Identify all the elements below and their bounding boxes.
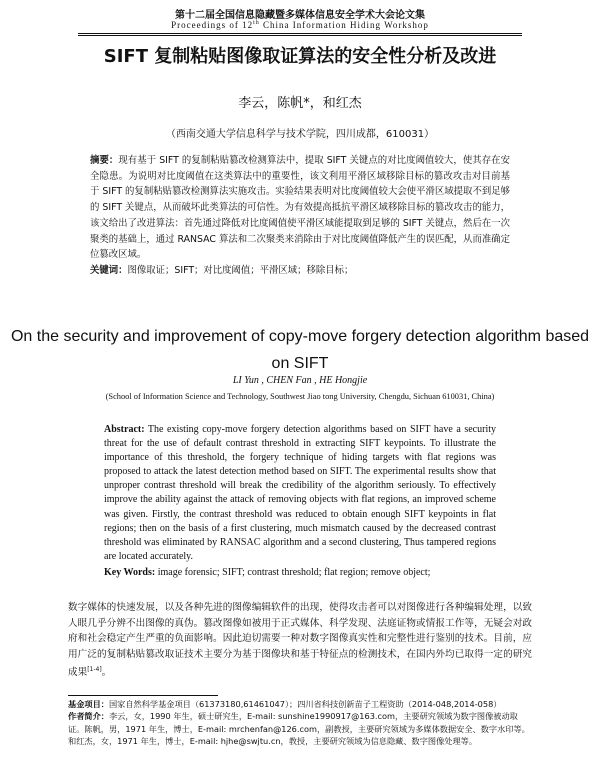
author-bio-label: 作者简介： bbox=[68, 711, 109, 722]
abstract-label-en: Abstract: bbox=[104, 424, 145, 435]
author-footnote bbox=[68, 710, 532, 747]
keywords-text-cn: 图像取证；SIFT；对比度阈值；平滑区域；移除目标； bbox=[127, 265, 354, 276]
footnote-rule bbox=[68, 695, 218, 696]
intro-paragraph bbox=[68, 600, 532, 681]
intro-end: 。 bbox=[101, 667, 112, 679]
abstract-label-cn: 摘要： bbox=[90, 155, 119, 166]
paper-title-en: On the security and improvement of copy-move forgery detection algorithm based on SIFT bbox=[10, 328, 590, 372]
proceedings-en-sup: th bbox=[253, 20, 260, 26]
affiliation-en: (School of Information Science and Technology, Southwest Jiao tong University, Chengdu, Sichuan 610031, China) bbox=[105, 392, 495, 401]
author-bio-text: 李云，女，1990 年生，硕士研究生，E-mail: sunshine1990917@163.com，主要研究领域为数字图像被动取证。陈帆，男，1971 年生，博士，E-mail: mrchenfan@126.com，副教授，主要研究领域为多媒体数据安全、数字水印等。和红杰，女，1971 年生，博士，E-mail: hjhe@swjtu.cn，教授，主要研究领域为信息隐藏、数字图像处理等。 bbox=[68, 711, 530, 747]
fund-footnote bbox=[68, 698, 532, 710]
fund-label: 基金项目： bbox=[68, 699, 109, 709]
proceedings-en-suffix: China Information Hiding Workshop bbox=[259, 20, 429, 30]
footnotes bbox=[68, 698, 532, 768]
proceedings-title-en bbox=[0, 20, 600, 30]
paper-title-cn: SIFT 复制粘贴图像取证算法的安全性分析及改进 bbox=[103, 46, 497, 67]
keywords-label-en: Key Words: bbox=[104, 567, 156, 578]
fund-text: 国家自然科学基金项目（61373180,61461047）；四川省科技创新苗子工程资助（2014-048,2014-058） bbox=[108, 699, 502, 709]
abstract-text-en: The existing copy-move forgery detection algorithms based on SIFT have a security threat for the use of default contrast threshold in extracting SIFT keypoints. To illustrate the importance of this threshold, the forgery technique of hiding targets with flat regions was proposed to attack the latest detection method based on SIFT. The experimental results show that unproper contrast threshold will break the credibility of the algorithm seriously. To effectively improve the ability against the attack of removing objects with flat regions, an improved scheme was given. Firstly, the contrast threshold was reduced to obtain enough SIFT keypoints in flat regions; then on the basis of a first clustering, much mismatch caused by the decreased contrast threshold was eliminated by RANSAC algorithm and a second clustering, Thus tampered regions are located accurately. bbox=[104, 424, 496, 562]
authors-en: LI Yun , CHEN Fan , HE Hongjie bbox=[232, 375, 368, 386]
abstract-en bbox=[104, 423, 496, 564]
affiliation-cn: （西南交通大学信息科学与技术学院，四川成都，610031） bbox=[165, 129, 435, 140]
keywords-en bbox=[104, 567, 504, 578]
header-rule bbox=[78, 33, 522, 36]
proceedings-en-prefix: Proceedings of 12 bbox=[171, 20, 254, 30]
proceedings-title-cn: 第十二届全国信息隐藏暨多媒体信息安全学术大会论文集 bbox=[175, 10, 425, 21]
keywords-label-cn: 关键词： bbox=[90, 265, 128, 276]
citation-ref: [1-4] bbox=[87, 666, 102, 673]
keywords-cn bbox=[90, 262, 510, 276]
authors-cn: 李云，陈帆*，和红杰 bbox=[238, 96, 362, 111]
intro-text: 数字媒体的快速发展，以及各种先进的图像编辑软件的出现，使得攻击者可以对图像进行各种编辑处理，以致人眼几乎分辨不出图像的真伪。篡改图像如被用于正式媒体、科学发现、法庭证物或情报工作等，无疑会对政府和社会稳定产生严重的负面影响。因此迫切需要一种对数字图像真实性和完整性进行鉴别的技术。目前，应用广泛的复制粘贴篡改取证技术主要分为基于图像块和基于特征点的检测技术，在国内外均已取得一定的研究成果 bbox=[68, 602, 532, 679]
keywords-text-en: image forensic; SIFT; contrast threshold; flat region; remove object; bbox=[155, 567, 431, 578]
abstract-cn bbox=[90, 153, 510, 263]
abstract-text-cn: 现有基于 SIFT 的复制粘贴篡改检测算法中，提取 SIFT 关键点的对比度阈值较大，使其存在安全隐患。为说明对比度阈值在这类算法中的重要性，该文利用平滑区域移除目标的篡改攻击对目前基于 SIFT 的复制粘贴篡改检测算法实施攻击。实验结果表明对比度阈值较大会使平滑区域提取不到足够的 SIFT 关键点，从而破坏此类算法的可信性。为有效提高抵抗平滑区域移除目标的篡改攻击的能力，该文给出了改进算法：首先通过降低对比度阈值使平滑区域能提取到足够的 SIFT 关键点，然后在一次聚类的基础上，通过 RANSAC 算法和二次聚类来消除由于对比度阈值降低产生的误匹配，从而准确定位篡改区域。 bbox=[90, 155, 510, 261]
